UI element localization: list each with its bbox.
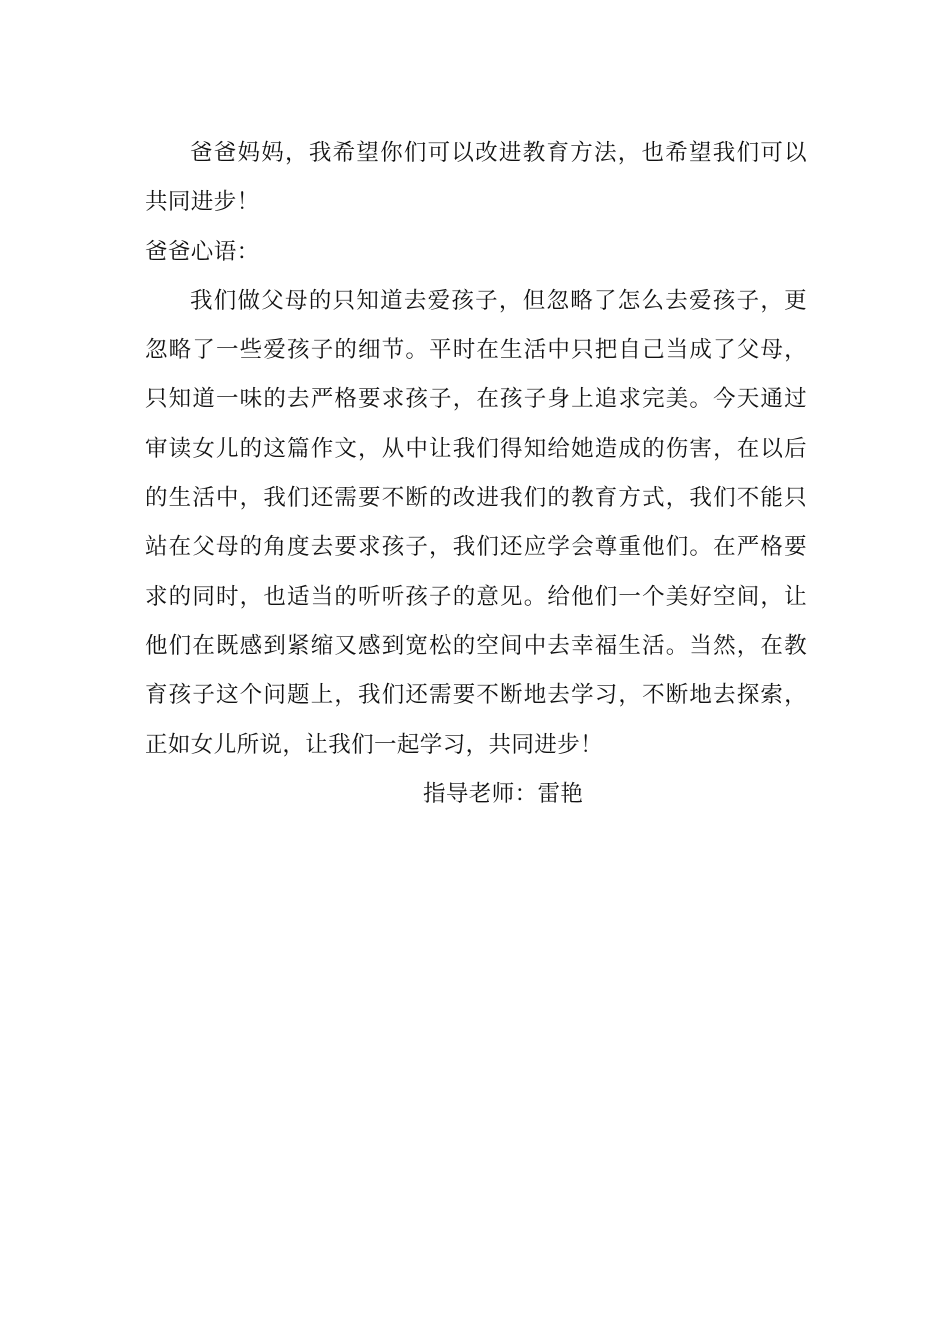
letter-body [145, 129, 807, 819]
father-paragraph: 我们做父母的只知道去爱孩子，但忽略了怎么去爱孩子，更忽略了一些爱孩子的细节。平时在生活中只把自己当成了父母，只知道一味的去严格要求孩子，在孩子身上追求完美。今天通过审读女儿的这篇作文，从中让我们得知给她造成的伤害，在以后的生活中，我们还需要不断的改进我们的教育方式，我们不能只站在父母的角度去要求孩子，我们还应学会尊重他们。在严格要求的同时，也适当的听听孩子的意见。给他们一个美好空间，让他们在既感到紧缩又感到宽松的空间中去幸福生活。当然，在教育孩子这个问题上，我们还需要不断地去学习，不断地去探索，正如女儿所说，让我们一起学习，共同进步！ [145, 287, 807, 758]
father-heading: 爸爸心语： [145, 238, 260, 265]
closing-paragraph: 爸爸妈妈，我希望你们可以改进教育方法，也希望我们可以共同进步！ [145, 140, 807, 216]
teacher-signature: 指导老师：雷艳 [423, 780, 584, 807]
